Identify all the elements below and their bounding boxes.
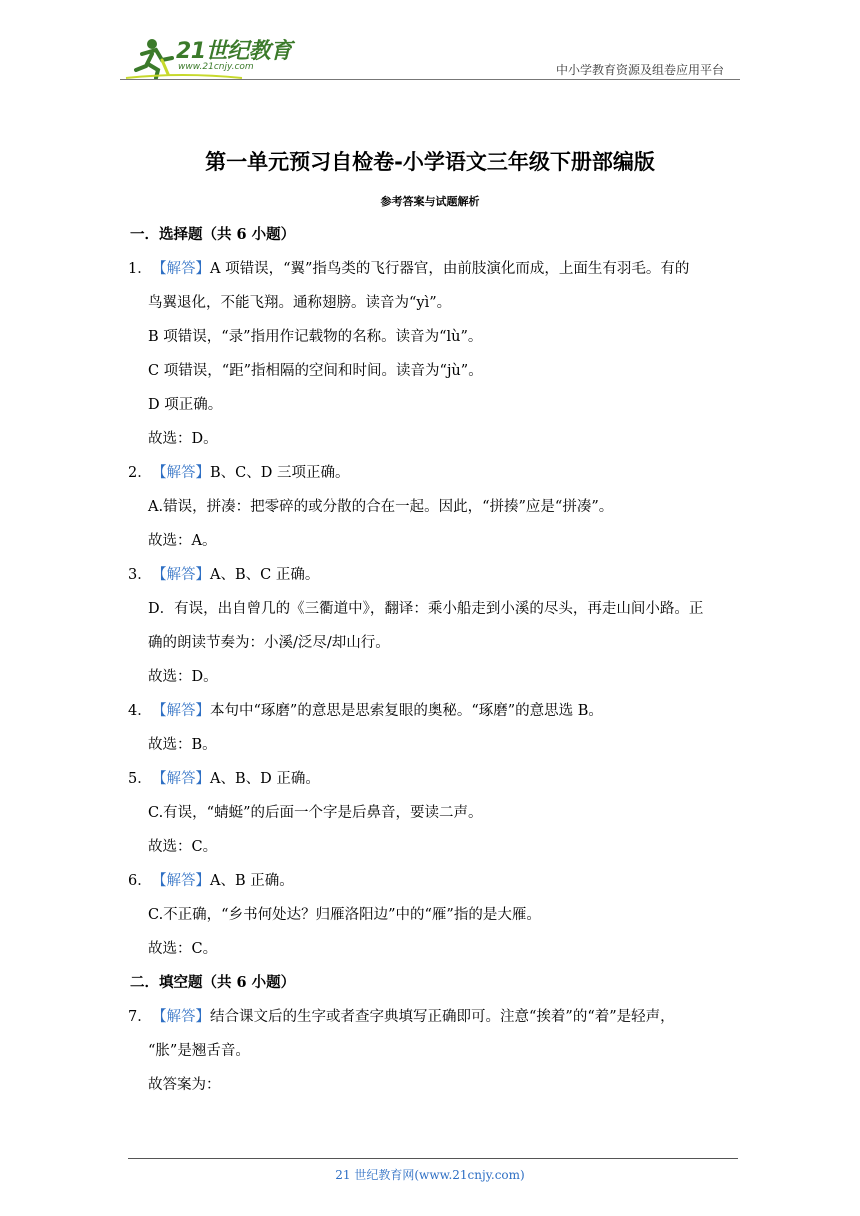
answer-line: D 项正确。 [148,397,223,413]
answer-text: 结合课文后的生字或者查字典填写正确即可。注意“挨着”的“着”是轻声， [210,1009,675,1025]
section-heading-choice: 一．选择题（共 6 小题） [130,226,296,243]
q6-line [128,864,738,898]
answer-choice: 故选：D。 [148,669,218,685]
page-subtitle: 参考答案与试题解析 [380,195,480,208]
answer-choice: 故选：A。 [148,533,217,549]
q1-line [128,252,738,286]
answer-choice: 故选：B。 [148,737,217,753]
question-number: 7． [128,1009,152,1025]
q2-line [128,456,738,490]
platform-name: 中小学教育资源及组卷应用平台 [555,63,724,77]
answer-line: C.有误，“蜻蜓”的后面一个字是后鼻音，要读二声。 [148,805,483,821]
q4-line [128,694,738,728]
answer-choice: 故选：C。 [148,941,218,957]
answer-text: A、B 正确。 [210,873,294,889]
question-number: 2． [128,465,152,481]
answer-content [128,218,738,1102]
section-heading-fill: 二．填空题（共 6 小题） [130,974,296,991]
question-number: 5． [128,771,152,787]
header-divider [120,79,740,80]
answer-text: B、C、D 三项正确。 [210,465,350,481]
runner-icon [136,39,172,78]
answer-line: A.错误，拼凑：把零碎的或分散的合在一起。因此，“拼揍”应是“拼凑”。 [148,499,614,515]
q3-line [128,558,738,592]
footer-divider [128,1158,738,1159]
answer-tag: 【解答】 [152,567,210,583]
answer-line: B 项错误，“录”指用作记载物的名称。读音为“lù”。 [148,329,483,345]
question-number: 6． [128,873,152,889]
answer-line: D．有误，出自曾几的《三衢道中》，翻译：乘小船走到小溪的尽头，再走山间小路。正 [148,601,704,617]
answer-line: C 项错误，“距”指相隔的空间和时间。读音为“jù”。 [148,363,483,379]
q5-line [128,762,738,796]
question-number: 3． [128,567,152,583]
answer-text: A 项错误，“翼”指鸟类的飞行器官，由前肢演化而成，上面生有羽毛。有的 [210,261,690,277]
answer-choice: 故选：C。 [148,839,218,855]
answer-text: A、B、C 正确。 [210,567,320,583]
question-number: 4． [128,703,152,719]
q7-line [128,1000,738,1034]
footer-link[interactable]: 21 世纪教育网(www.21cnjy.com) [335,1168,525,1182]
answer-line: 鸟翼退化，不能飞翔。通称翅膀。读音为“yì”。 [148,295,452,311]
answer-tag: 【解答】 [152,465,210,481]
answer-line: C.不正确，“乡书何处达？归雁洛阳边”中的“雁”指的是大雁。 [148,907,541,923]
answer-tag: 【解答】 [152,1009,210,1025]
question-number: 1． [128,261,152,277]
logo-text: 21世纪教育 [176,39,292,64]
answer-tag: 【解答】 [152,873,210,889]
answer-text: A、B、D 正确。 [210,771,320,787]
answer-line: 确的朗读节奏为：小溪/泛尽/却山行。 [148,635,390,651]
answer-tag: 【解答】 [152,261,210,277]
answer-line: 故答案为： [148,1077,221,1093]
answer-choice: 故选：D。 [148,431,218,447]
answer-tag: 【解答】 [152,703,210,719]
answer-tag: 【解答】 [152,771,210,787]
logo-url: www.21cnjy.com [178,62,254,72]
page-title: 第一单元预习自检卷-小学语文三年级下册部编版 [205,150,655,174]
answer-text: 本句中“琢磨”的意思是思索复眼的奥秘。“琢磨”的意思选 B。 [210,703,603,719]
answer-line: “胀”是翘舌音。 [148,1043,250,1059]
